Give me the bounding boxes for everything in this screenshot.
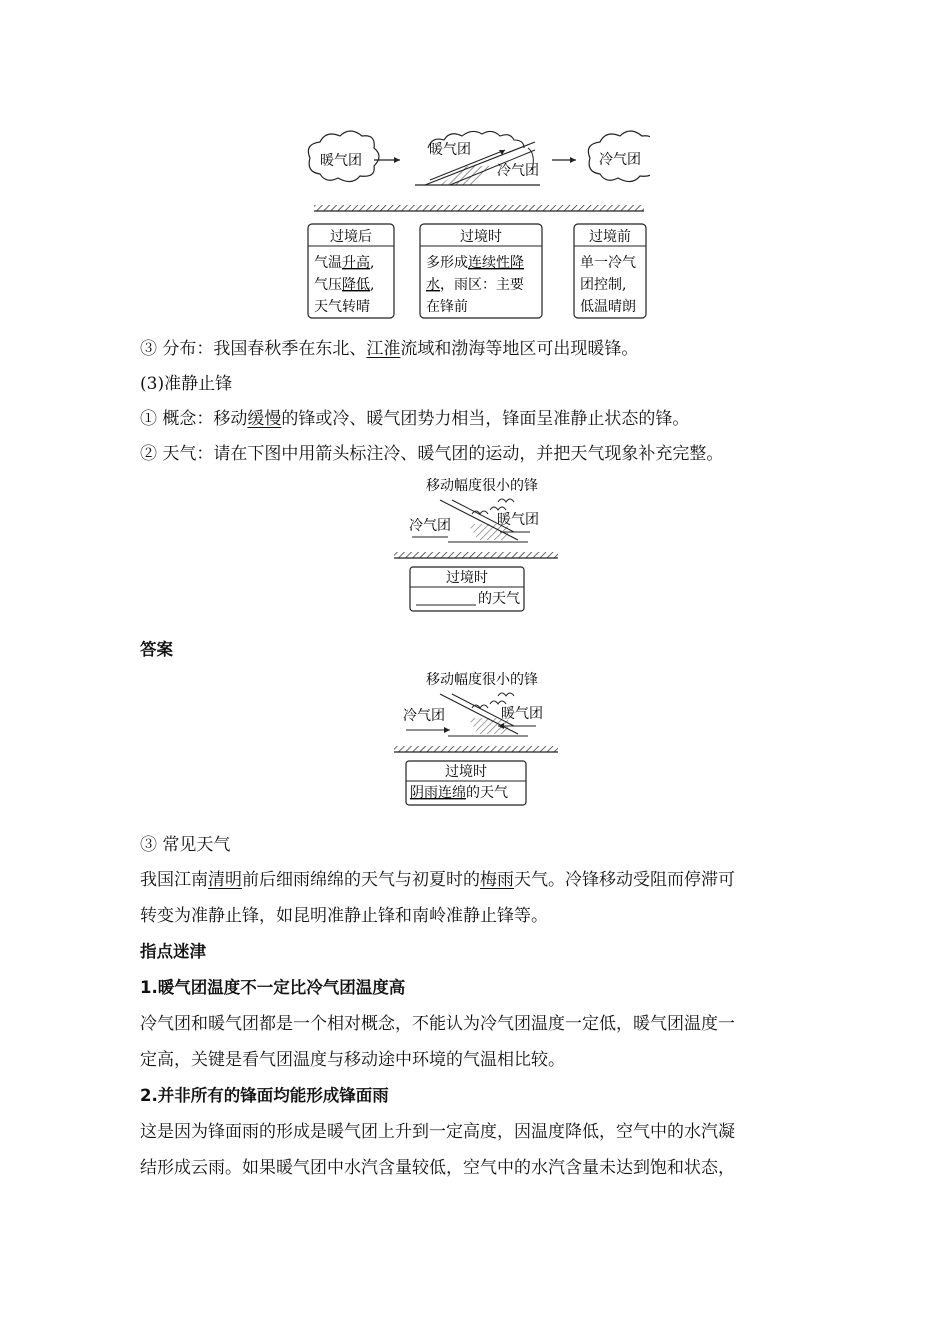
common-weather-body-1: 我国江南清明前后细雨绵绵的天气与初夏时的梅雨天气。冷锋移动受阻而停滞可 (140, 870, 735, 890)
warm-front-diagram (300, 128, 650, 323)
weather-question: ② 天气：请在下图中用箭头标注冷、暖气团的运动，并把天气现象补充完整。 (140, 444, 724, 464)
a-box-text: 阴雨连绵的天气 (410, 785, 508, 801)
ground-hatch (314, 205, 644, 211)
common-weather-body-2: 转变为准静止锋，如昆明准静止锋和南岭准静止锋等。 (140, 906, 548, 926)
box-during-line2: 水，雨区：主要 (426, 277, 524, 293)
a-warm-label: 暖气团 (501, 706, 543, 722)
box-before-line1: 单一冷气 (580, 255, 636, 271)
a-cold-label: 冷气团 (403, 708, 445, 724)
distribution-text: ③ 分布：我国春秋季在东北、江淮流域和渤海等地区可出现暖锋。 (140, 339, 639, 359)
common-weather-heading: ③ 常见天气 (140, 835, 231, 855)
box-after-line3: 天气转晴 (314, 299, 370, 315)
right-cloud-label: 冷气团 (599, 152, 641, 168)
stationary-front-question-diagram (390, 474, 562, 614)
box-after-line1: 气温升高, (314, 255, 375, 271)
box-during (420, 224, 542, 318)
front-warm-label: 暖气团 (429, 142, 471, 158)
answer-label: 答案 (140, 640, 173, 659)
tips-title: 指点迷津 (140, 942, 206, 961)
q-box-title: 过境时 (446, 570, 488, 586)
box-after-line2: 气压降低, (314, 277, 375, 293)
tip1-body-2: 定高，关键是看气团温度与移动途中环境的气温相比较。 (140, 1050, 565, 1070)
a-box-title: 过境时 (445, 764, 487, 780)
box-during-title: 过境时 (460, 229, 502, 245)
left-cloud-label: 暖气团 (320, 153, 362, 169)
concept-text: ① 概念：移动缓慢的锋或冷、暖气团势力相当，锋面呈准静止状态的锋。 (140, 409, 690, 429)
front-cold-label: 冷气团 (497, 163, 539, 179)
rain-zone (440, 166, 490, 185)
box-before (574, 224, 646, 318)
box-after-title: 过境后 (330, 229, 372, 245)
heading-stationary-front: (3)准静止锋 (140, 374, 233, 394)
tip2-body-2: 结形成云雨。如果暖气团中水汽含量较低，空气中的水汽含量未达到饱和状态， (140, 1158, 735, 1178)
q-cold-label: 冷气团 (409, 518, 451, 534)
box-during-line3: 在锋前 (426, 299, 468, 315)
box-before-title: 过境前 (589, 229, 631, 245)
tip2-body-1: 这是因为锋面雨的形成是暖气团上升到一定高度，因温度降低，空气中的水汽凝 (140, 1122, 735, 1142)
a-title: 移动幅度很小的锋 (426, 672, 538, 688)
box-before-line2: 团控制, (580, 277, 627, 293)
box-before-line3: 低温晴朗 (580, 299, 636, 315)
q-box-suffix: 的天气 (478, 591, 520, 607)
q-warm-label: 暖气团 (497, 512, 539, 528)
tip2-title: 2.并非所有的锋面均能形成锋面雨 (140, 1086, 389, 1105)
box-after (308, 224, 394, 318)
tip1-title: 1.暖气团温度不一定比冷气团温度高 (140, 978, 406, 997)
box-during-line1: 多形成连续性降 (426, 255, 524, 271)
stationary-front-answer-diagram (390, 668, 562, 808)
tip1-body-1: 冷气团和暖气团都是一个相对概念，不能认为冷气团温度一定低，暖气团温度一 (140, 1014, 735, 1034)
q-title: 移动幅度很小的锋 (426, 478, 538, 494)
